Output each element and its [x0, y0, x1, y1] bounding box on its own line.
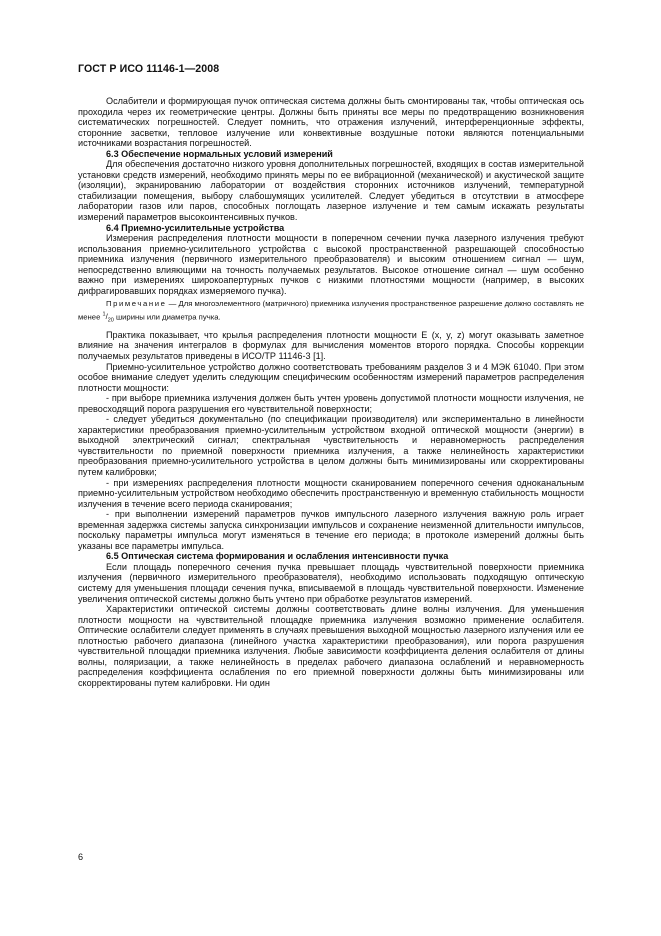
paragraph: Измерения распределения плотности мощности в поперечном сечении пучка лазерного излучения требуют использования приемно-усилительного устройства с высокой пространственной разрешающей способностью приемника излучения (первичного измерительного преобразователя) и высоким отношением сигнал — шум, непосредственно влияющими на точность получаемых результатов. Высокое отношение сигнал — шум особенно важно при измерениях широкоапертурных пучков с низкими плотностями мощности (например, в высоких дифрагировавших порядках измеряемого пучка).: [78, 233, 584, 296]
note-fraction: $^1/_{20}$: [102, 311, 114, 324]
paragraph: Характеристики оптической системы должны соответствовать длине волны излучения. Для уменьшения плотности мощности на чувствительной площадке приемника излучения возможно применение ослабителя. Оптические ослабители следует применять в случаях превышения выходной мощностью лазерного излучения или ее плотностью рабочего диапазона (линейного участка характеристики преобразования), или порога разрушения чувствительной площадки приемника излучения. Любые зависимости коэффициента деления ослабителя от длины волны, поляризации, а также нелинейность в пределах рабочего диапазона ослаблений и неравномерность распределения коэффициента ослабления по его приемной поверхности должны быть минимизированы или скорректированы путем калибровки. Ни один: [78, 604, 584, 688]
list-item: - при выполнении измерений параметров пучков импульсного лазерного излучения важную роль играет временная задержка системы запуска синхронизации импульсов и сохранение неизменной длительности импульсов, поскольку параметры импульса могут изменяться в течение его периода; в протоколе измерений должны быть указаны все параметры импульса.: [78, 509, 584, 551]
fraction-denominator: 20: [107, 317, 114, 324]
note: [78, 299, 584, 326]
paragraph: Ослабители и формирующая пучок оптическая система должны быть смонтированы так, чтобы оптическая ось проходила через их геометрические центры. Должны быть приняты все меры по предотвращению возникновения систематических погрешностей. Следует помнить, что отражения излучений, интерференционные эффекты, сторонние засветки, тепловое излучение или конвективные воздушные потоки являются потенциальными источниками возрастания погрешностей.: [78, 96, 584, 149]
paragraph: Для обеспечения достаточно низкого уровня дополнительных погрешностей, входящих в состав измерительной установки средств измерений, необходимо принять меры по ее вибрационной (механической) и акустической защите (изоляции), экранированию лаборатории от воздействия сторонних источников излучений, температурной стабилизации помещения, выбору слабошумящих усилителей. Следует убедиться в отсутствии в атмосфере лаборатории газов или паров, способных поглощать лазерное излучение и тем самым искажать результаты измерений параметров высокоинтенсивных пучков.: [78, 159, 584, 223]
page-number: 6: [78, 852, 84, 862]
list-item: - при измерениях распределения плотности мощности сканированием поперечного сечения одноканальным приемно-усилительным устройством необходимо обеспечить пространственную и временную стабильность мощности излучения в течение всего периода сканирования;: [78, 477, 584, 509]
paragraph: Если площадь поперечного сечения пучка превышает площадь чувствительной поверхности приемника излучения (первичного измерительного преобразователя), необходимо использовать подходящую оптическую систему для уменьшения площади сечения пучка, вписываемой в площадь чувствительной поверхности. Изменение увеличения оптической системы должно быть учтено при обработке результатов измерений.: [78, 561, 584, 604]
note-label: Примечание: [106, 299, 167, 309]
paragraph: Практика показывает, что крылья распределения плотности мощности E (x, y, z) могут оказывать заметное влияние на значения интегралов в формулах для вычисления моментов второго порядка. Способы коррекции получаемых результатов приведены в ИСО/ТР 11146-3 [1].: [78, 329, 584, 361]
paragraph: Приемно-усилительное устройство должно соответствовать требованиям разделов 3 и 4 МЭК 61040. При этом особое внимание следует уделить следующим специфическим особенностям измерений параметров распределения плотности мощности:: [78, 361, 584, 393]
note-tail: ширины или диаметра пучка.: [115, 312, 221, 322]
main-text: [78, 96, 584, 688]
section-heading-6-3: 6.3 Обеспечение нормальных условий измерений: [106, 148, 333, 159]
section-heading-6-4: 6.4 Приемно-усилительные устройства: [106, 222, 285, 233]
section-heading-6-5: 6.5 Оптическая система формирования и ослабления интенсивности пучка: [106, 551, 449, 562]
list-item: - при выборе приемника излучения должен быть учтен уровень допустимой плотности мощности излучения, не превосходящий порога разрушения его чувствительной поверхности;: [78, 393, 584, 414]
standard-header: ГОСТ Р ИСО 11146-1—2008: [78, 63, 220, 75]
list-item: - следует убедиться документально (по спецификации производителя) или экспериментально в линейности характеристики преобразования приемно-усилительным устройством входной оптической мощности (энергии) в выходной электрический сигнал; спектральная чувствительность и неравномерность распределения чувствительности по приемной поверхности приемника излучения, а также нелинейность характеристики преобразования приемно-усилительного устройства в целом должны быть минимизированы или скорректированы путем калибровки;: [78, 414, 584, 477]
fraction-numerator: 1: [102, 311, 106, 318]
note-text: — Для многоэлементного (матричного) приемника излучения пространственное разрешение должно составлять не менее: [78, 299, 584, 322]
